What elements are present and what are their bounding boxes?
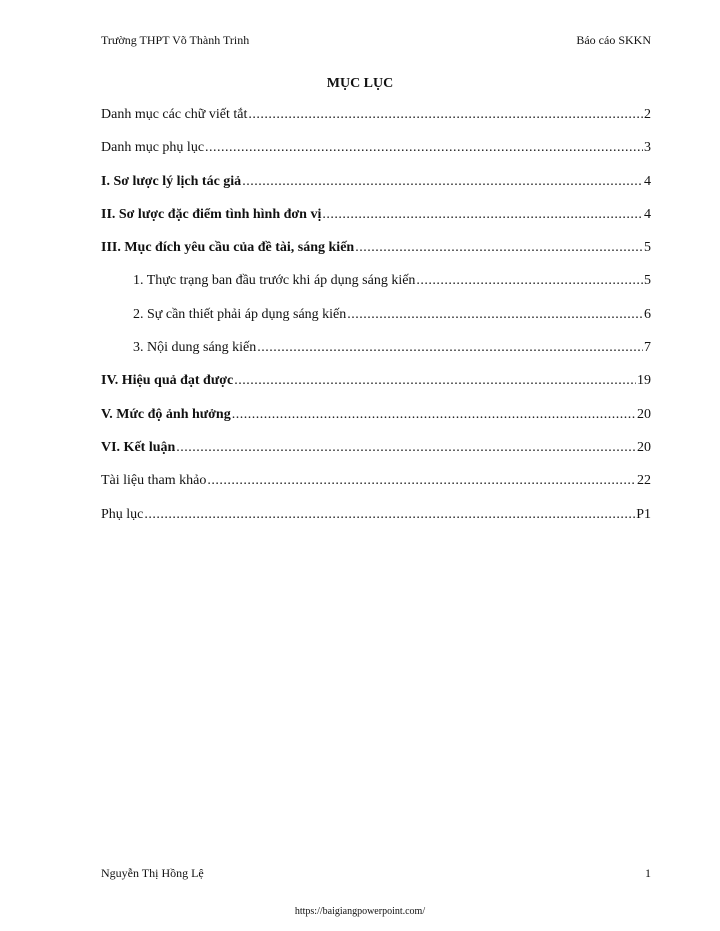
toc-dot-leader [355,240,643,256]
toc-entry[interactable] [101,140,651,173]
toc-entry-page: 6 [644,306,651,322]
toc-entry-title: 3. Nội dung sáng kiến [133,340,257,356]
header-school: Trường THPT Võ Thành Trinh [101,33,250,47]
toc-entry[interactable] [101,107,651,140]
source-url[interactable]: https://baigiangpowerpoint.com/ [294,906,426,917]
toc-dot-leader [207,473,636,489]
table-of-contents [101,107,651,540]
toc-entry-title: V. Mức độ ảnh hưởng [101,406,231,422]
page-title: MỤC LỤC [326,76,394,91]
footer-author: Nguyễn Thị Hồng Lệ [101,866,204,880]
toc-dot-leader [205,140,643,156]
toc-entry[interactable] [101,207,651,240]
toc-entry-page: 3 [644,140,651,156]
toc-dot-leader [347,307,643,323]
toc-entry-page: 20 [637,439,651,455]
toc-entry-page: 5 [644,273,651,289]
toc-dot-leader [322,207,643,223]
toc-dot-leader [248,107,643,123]
toc-entry-page: 19 [637,373,651,389]
toc-entry[interactable] [101,407,651,440]
toc-entry-page: 2 [644,107,651,122]
page-footer [101,866,651,881]
toc-dot-leader [234,373,636,389]
toc-dot-leader [416,273,643,289]
toc-entry-page: 5 [644,240,651,256]
toc-entry-title: III. Mục đích yêu cầu của đề tài, sáng kiến [101,240,355,256]
toc-entry-page: 4 [644,206,651,222]
toc-entry[interactable] [101,307,651,340]
toc-entry[interactable] [101,240,651,273]
toc-entry[interactable] [101,440,651,473]
toc-entry-title: 2. Sự cần thiết phải áp dụng sáng kiến [133,306,347,322]
toc-entry[interactable] [101,273,651,306]
toc-entry[interactable] [101,174,651,207]
toc-entry[interactable] [101,340,651,373]
toc-entry-page: 7 [644,340,651,356]
page-header [101,33,651,48]
toc-entry-title: II. Sơ lược đặc điểm tình hình đơn vị [101,206,322,222]
toc-entry[interactable] [101,507,651,540]
toc-dot-leader [176,440,636,456]
footer-page-number: 1 [645,866,651,880]
toc-entry-title: IV. Hiệu quả đạt được [101,373,234,389]
toc-entry-title: Danh mục phụ lục [101,140,205,156]
header-report-type: Báo cáo SKKN [576,33,651,47]
toc-dot-leader [257,340,643,356]
toc-dot-leader [144,507,635,523]
toc-entry-title: Phụ lục [101,506,144,522]
toc-entry[interactable] [101,373,651,406]
toc-entry-title: Danh mục các chữ viết tắt [101,107,248,122]
toc-entry-title: Tài liệu tham khảo [101,473,207,489]
toc-entry[interactable] [101,473,651,506]
toc-entry-page: 22 [637,473,651,489]
toc-dot-leader [242,174,643,190]
toc-entry-page: 4 [644,173,651,189]
toc-dot-leader [232,407,636,423]
toc-entry-title: I. Sơ lược lý lịch tác giả [101,173,242,189]
toc-entry-title: VI. Kết luận [101,439,176,455]
toc-entry-title: 1. Thực trạng ban đầu trước khi áp dụng sáng kiến [133,273,416,289]
toc-entry-page: P1 [636,506,651,522]
toc-entry-page: 20 [637,406,651,422]
